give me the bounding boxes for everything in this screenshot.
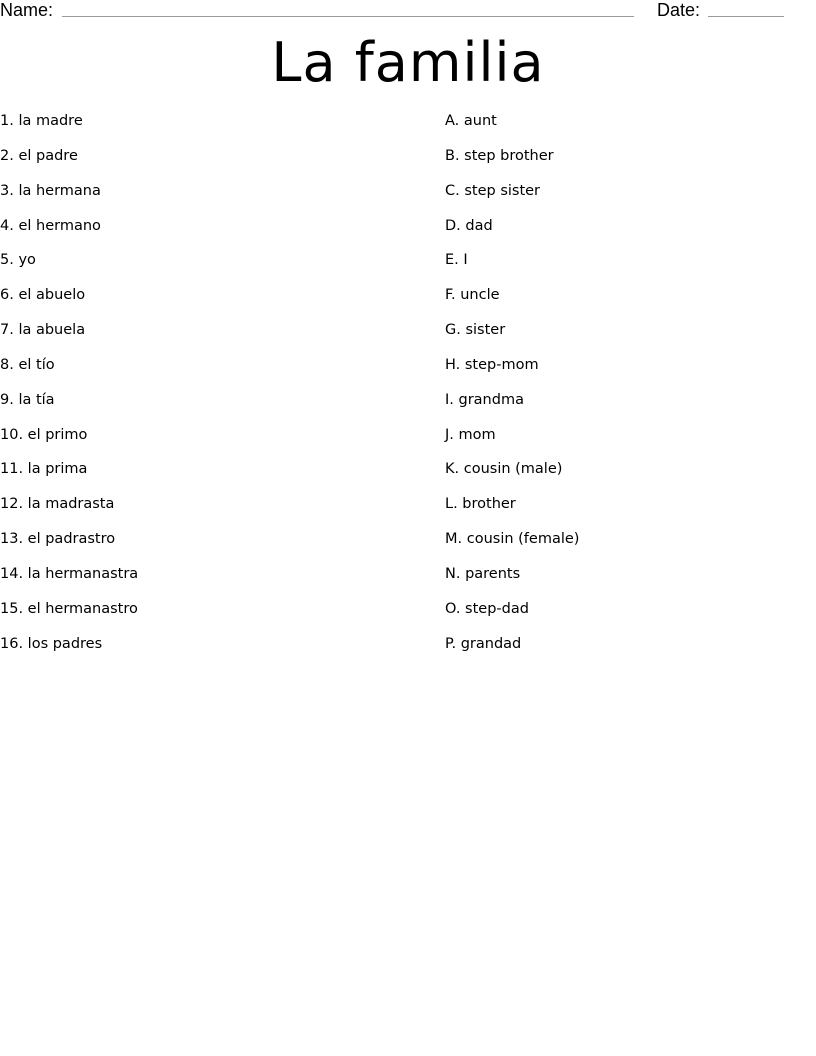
definition-item: A. aunt	[445, 113, 497, 129]
terms-list	[0, 109, 138, 667]
definition-item: K. cousin (male)	[445, 461, 563, 478]
term-item: 14. la hermanastra	[0, 565, 139, 582]
definition-item: O. step-dad	[445, 600, 529, 617]
definition-item: P. grandad	[445, 635, 522, 652]
term-item: 7. la abuela	[0, 322, 86, 339]
term-item: 9. la tía	[0, 391, 55, 408]
term-item: 16. los padres	[0, 635, 103, 652]
date-blank-line	[708, 16, 784, 17]
term-item: 2. el padre	[0, 147, 78, 164]
definition-item: C. step sister	[445, 182, 541, 199]
term-item: 4. el hermano	[0, 217, 101, 234]
definition-item: E. I	[445, 252, 468, 269]
name-blank-line	[62, 16, 634, 17]
worksheet-header	[0, 0, 816, 22]
definition-item: G. sister	[445, 322, 506, 339]
definition-item: N. parents	[445, 565, 521, 582]
definition-item: I. grandma	[445, 391, 524, 408]
term-item: 6. el abuelo	[0, 287, 86, 304]
definition-item: B. step brother	[445, 147, 554, 164]
term-item: 5. yo	[0, 252, 36, 269]
definition-item: F. uncle	[445, 287, 500, 304]
definitions-list	[445, 109, 579, 667]
term-item: 15. el hermanastro	[0, 600, 138, 617]
definition-item: J. mom	[445, 426, 496, 443]
term-item: 10. el primo	[0, 426, 88, 443]
term-item: 3. la hermana	[0, 182, 101, 199]
date-label: Date:	[657, 0, 701, 20]
page-title: La familia	[271, 31, 545, 94]
term-item: 11. la prima	[0, 461, 88, 478]
definition-item: H. step-mom	[445, 356, 539, 373]
term-item: 8. el tío	[0, 356, 55, 373]
definition-item: L. brother	[445, 496, 516, 513]
definition-item: D. dad	[445, 217, 493, 234]
name-label: Name:	[0, 0, 54, 20]
term-item: 13. el padrastro	[0, 531, 116, 548]
term-item: 12. la madrasta	[0, 496, 115, 513]
definition-item: M. cousin (female)	[445, 531, 580, 548]
term-item: 1. la madre	[0, 113, 83, 129]
